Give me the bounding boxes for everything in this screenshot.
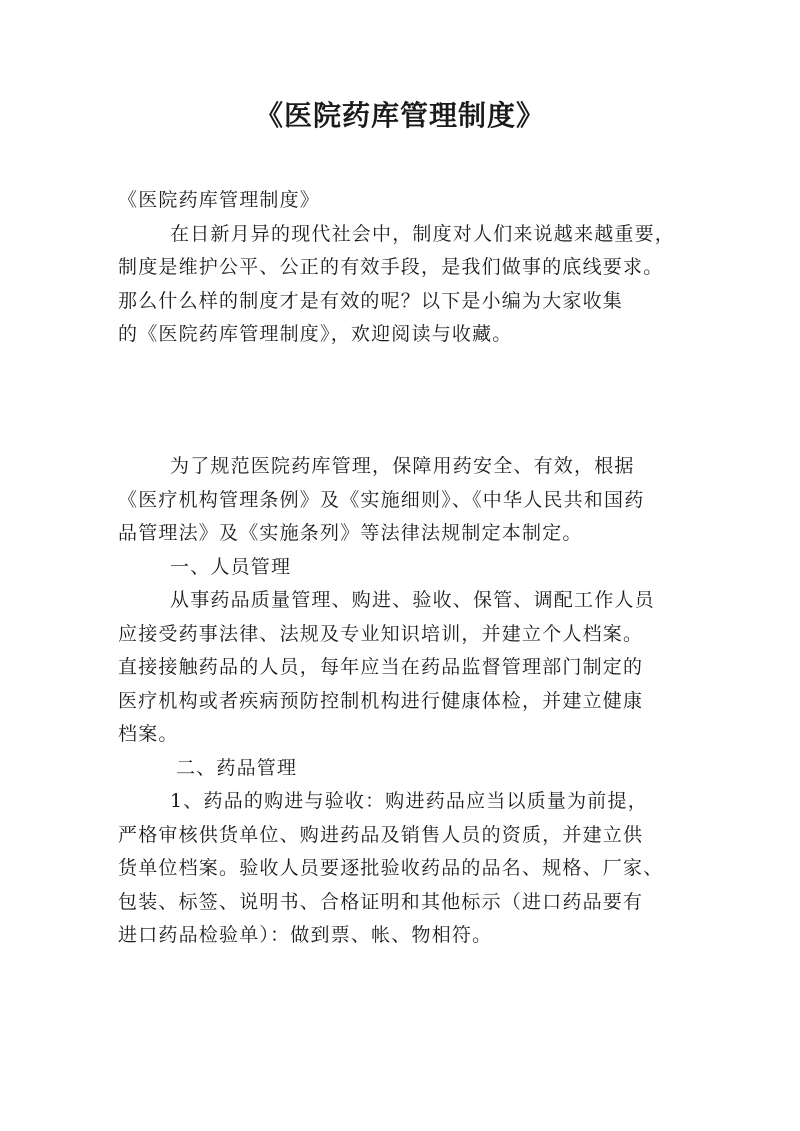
section-line: 进口药品检验单）：做到票、帐、物相符。 xyxy=(118,924,493,946)
section-line: 医疗机构或者疾病预防控制机构进行健康体检，并建立健康 xyxy=(118,689,644,712)
preamble-line: 为了规范医院药库管理，保障用药安全、有效，根据 xyxy=(170,455,635,477)
intro-subtitle: 《医院药库管理制度》 xyxy=(118,189,321,211)
intro-line: 在日新月异的现代社会中，制度对人们来说越来越重要， xyxy=(170,222,676,245)
preamble-line: 品管理法》及《实施条列》等法律法规制定本制定。 xyxy=(118,522,583,544)
intro-block xyxy=(118,184,688,352)
preamble-line: 《医疗机构管理条例》及《实施细则》、《中华人民共和国药 xyxy=(118,488,645,511)
section-line: 1、药品的购进与验收：购进药品应当以质量为前提， xyxy=(170,790,648,812)
intro-line: 那么什么样的制度才是有效的呢？以下是小编为大家收集 xyxy=(118,289,624,312)
section-line: 直接接触药品的人员，每年应当在药品监督管理部门制定的 xyxy=(118,656,644,678)
intro-line: 制度是维护公平、公正的有效手段，是我们做事的底线要求。 xyxy=(118,256,664,278)
document-title: 《医院药库管理制度》 xyxy=(254,99,545,132)
section-line: 档案。 xyxy=(118,723,179,745)
section-heading-drugs: 二、药品管理 xyxy=(176,756,298,779)
intro-line: 的《医院药库管理制度》，欢迎阅读与收藏。 xyxy=(118,323,513,345)
section-line: 应接受药事法律、法规及专业知识培训，并建立个人档案。 xyxy=(118,622,644,645)
section-heading-personnel: 一、人员管理 xyxy=(170,555,292,578)
section-line: 从事药品质量管理、购进、验收、保管、调配工作人员 xyxy=(170,589,655,611)
section-line: 严格审核供货单位、购进药品及销售人员的资质，并建立供 xyxy=(118,823,644,846)
section-line: 包装、标签、说明书、合格证明和其他标示（进口药品要有 xyxy=(118,890,644,913)
section-line: 货单位档案。验收人员要逐批验收药品的品名、规格、厂家、 xyxy=(118,857,664,879)
regulation-body xyxy=(118,450,688,953)
